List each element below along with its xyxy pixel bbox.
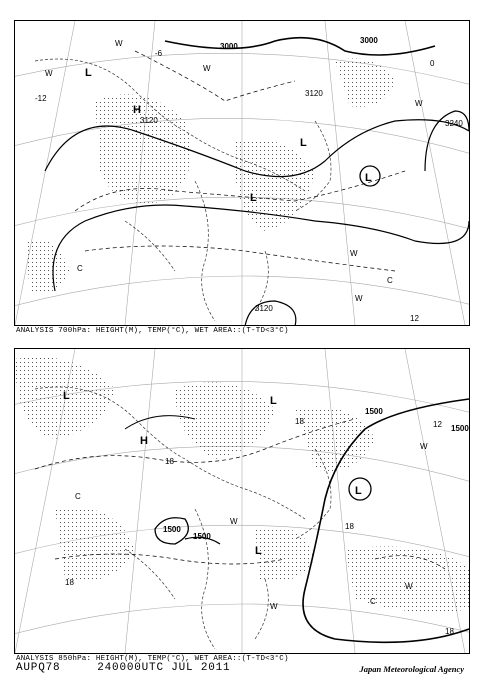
warm-marker: W <box>115 39 123 48</box>
height-label: 3000 <box>360 36 378 45</box>
low-pressure-center: L <box>365 172 372 184</box>
height-label: 1500 <box>365 407 383 416</box>
warm-marker: W <box>230 517 238 526</box>
low-pressure-center: L <box>270 395 277 407</box>
height-label: 1500 <box>193 532 211 541</box>
high-pressure-center: H <box>140 435 148 447</box>
warm-marker: W <box>350 249 358 258</box>
temperature-label: 18 <box>65 578 74 587</box>
chart-code: AUPQ78 <box>16 662 61 674</box>
height-label: 1500 <box>163 525 181 534</box>
temperature-label: 12 <box>433 420 442 429</box>
temperature-label: 18 <box>165 457 174 466</box>
map-700hpa-svg <box>15 21 469 325</box>
wet-areas <box>25 59 395 294</box>
low-pressure-center: L <box>255 545 262 557</box>
height-label: 1500 <box>451 424 469 433</box>
temperature-label: 12 <box>410 314 419 323</box>
warm-marker: W <box>203 64 211 73</box>
cold-marker: C <box>75 492 81 501</box>
low-pressure-center: L <box>63 390 70 402</box>
map-850hpa-svg <box>15 349 469 653</box>
low-pressure-center: L <box>85 67 92 79</box>
warm-marker: W <box>420 442 428 451</box>
warm-marker: W <box>405 582 413 591</box>
chart-identifier <box>16 662 230 674</box>
cold-marker: C <box>77 264 83 273</box>
temperature-label: 18 <box>445 627 454 636</box>
temperature-label: 0 <box>430 59 435 68</box>
cold-marker: C <box>370 597 376 606</box>
caption-850hpa: ANALYSIS 850hPa: HEIGHT(M), TEMP(°C), WET AREA::(T-TD<3°C) <box>16 655 289 663</box>
temperature-label: 18 <box>345 522 354 531</box>
cold-marker: C <box>387 276 393 285</box>
height-label: 3120 <box>140 116 158 125</box>
caption-700hpa: ANALYSIS 700hPa: HEIGHT(M), TEMP(°C), WET AREA::(T-TD<3°C) <box>16 327 289 335</box>
map-700hpa <box>14 20 470 326</box>
low-pressure-center: L <box>250 192 257 204</box>
map-850hpa <box>14 348 470 654</box>
temperature-label: -12 <box>35 94 47 103</box>
warm-marker: W <box>270 602 278 611</box>
warm-marker: W <box>45 69 53 78</box>
warm-marker: W <box>355 294 363 303</box>
agency-name: Japan Meteorological Agency <box>359 664 464 674</box>
warm-marker: W <box>415 99 423 108</box>
height-label: 3000 <box>220 42 238 51</box>
chart-valid-time: 240000UTC JUL 2011 <box>97 662 231 674</box>
low-pressure-center: L <box>300 137 307 149</box>
height-label: 3120 <box>305 89 323 98</box>
temperature-label: -6 <box>155 49 163 58</box>
temperature-label: 18 <box>295 417 304 426</box>
high-pressure-center: H <box>133 104 141 116</box>
height-label: 3120 <box>255 304 273 313</box>
height-label: 3240 <box>445 119 463 128</box>
low-pressure-center: L <box>355 485 362 497</box>
